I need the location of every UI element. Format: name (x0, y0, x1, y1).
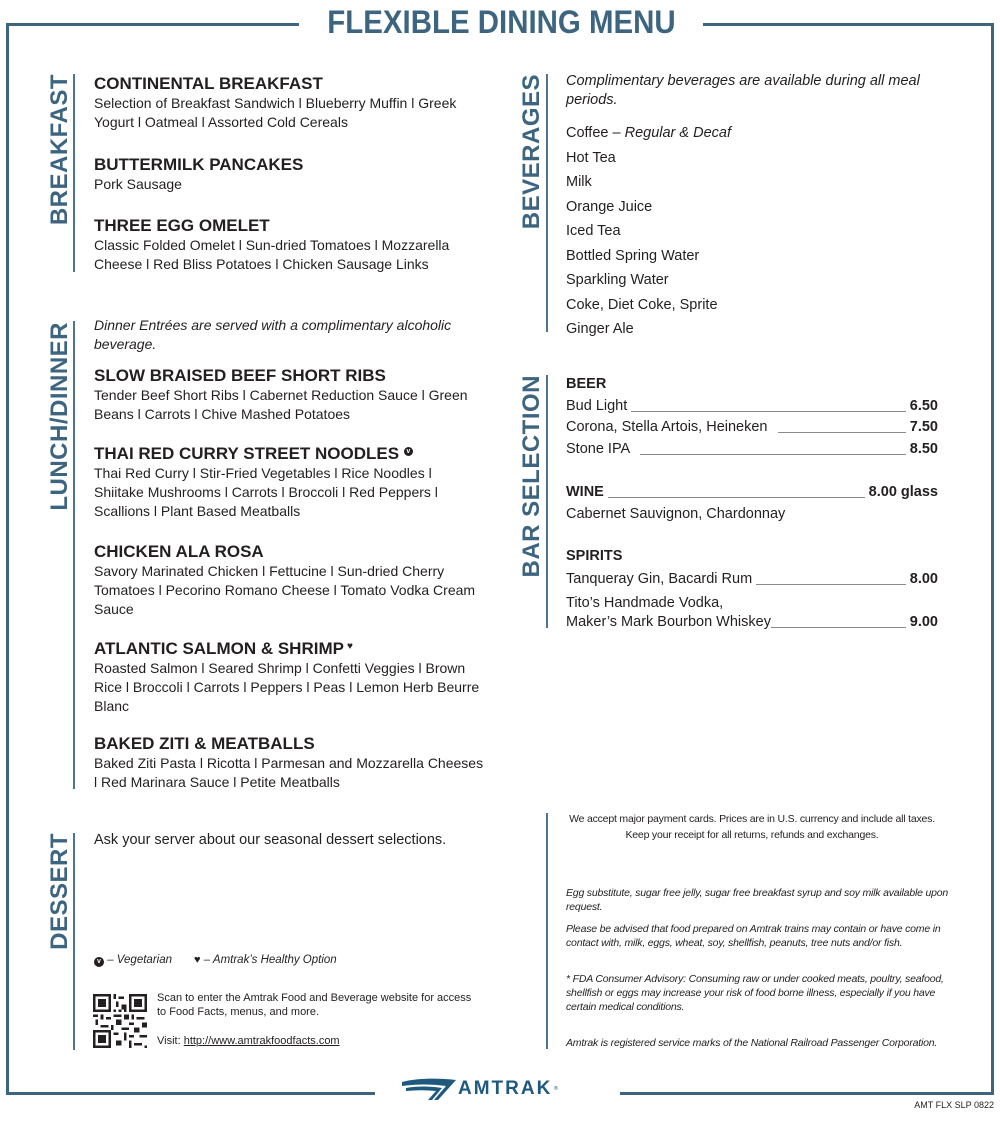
menu-item (94, 215, 484, 274)
vegetarian-icon: v (94, 957, 104, 967)
beverage-item: Orange Juice (566, 198, 653, 215)
beverage-item: Bottled Spring Water (566, 247, 700, 264)
amtrak-swoosh-icon (400, 1078, 456, 1100)
section-divider (73, 321, 75, 789)
receipt-notice: Keep your receipt for all returns, refunds and exchanges. (625, 829, 879, 841)
heart-icon: ♥ (346, 641, 353, 652)
beverage-item: Hot Tea (566, 149, 616, 166)
qr-visit: Visit: http://www.amtrakfoodfacts.com (157, 1035, 340, 1047)
fda-advisory: * FDA Consumer Advisory: Consuming raw or under cooked meats, poultry, seafood, shellfish or eggs may increase your risk of food borne illness, especially if you have certain medical conditions. (566, 973, 944, 1013)
item-title: BUTTERMILK PANCAKES (94, 155, 304, 174)
section-divider (73, 74, 75, 272)
item-title: BAKED ZITI & MEATBALLS (94, 734, 315, 753)
frame-rule (6, 1092, 375, 1095)
price-row: Stone IPA 8.50 (566, 441, 938, 457)
price-row: Bud Light 6.50 (566, 398, 938, 414)
beverage-item: Ginger Ale (566, 321, 634, 337)
frame-rule (6, 23, 299, 26)
item-title: CONTINENTAL BREAKFAST (94, 74, 323, 93)
spirit-name-line: Tito’s Handmade Vodka, (566, 595, 724, 611)
section-divider (546, 74, 548, 332)
beverages-note: Complimentary beverages are available during all meal periods. (566, 73, 920, 108)
item-description: Thai Red Curry l Stir-Fried Vegetables l Rice Noodles l Shiitake Mushrooms l Carrots l Broccoli l Red Peppers l Scallions l Plant Based Meatballs (94, 465, 438, 519)
item-title: THREE EGG OMELET (94, 216, 270, 235)
leader-line (631, 411, 905, 412)
spirits-heading: SPIRITS (566, 548, 623, 564)
item-title: CHICKEN ALA ROSA (94, 542, 264, 561)
legend-vegetarian: v – Vegetarian (94, 954, 172, 967)
beverage-item: Coke, Diet Coke, Sprite (566, 296, 718, 313)
allergen-notice: Please be advised that food prepared on Amtrak trains may contain or have come in contact with, milk, eggs, wheat, soy, shellfish, peanuts, tree nuts and/or fish. (566, 923, 941, 949)
beer-heading: BEER (566, 376, 607, 392)
frame-rule (703, 23, 994, 26)
legend-healthy: ♥ – Amtrak’s Healthy Option (194, 954, 337, 966)
item-title: ATLANTIC SALMON & SHRIMP (94, 639, 344, 658)
heart-icon: ♥ (194, 954, 201, 966)
menu-item (94, 636, 484, 716)
item-description: Roasted Salmon l Seared Shrimp l Confetti Veggies l Brown Rice l Broccoli l Carrots l Peppers l Peas l Lemon Herb Beurre Blanc (94, 660, 480, 714)
substitutes-notice: Egg substitute, sugar free jelly, sugar free breakfast syrup and soy milk available upon request. (566, 887, 949, 913)
item-title: SLOW BRAISED BEEF SHORT RIBS (94, 366, 386, 385)
menu-item (94, 365, 484, 424)
beverage-item: Sparkling Water (566, 272, 669, 288)
beverage-list (566, 121, 731, 342)
legend (94, 954, 337, 967)
trademark-notice: Amtrak is registered service marks of the National Railroad Passenger Corporation. (566, 1037, 938, 1049)
beverage-item: Milk (566, 174, 592, 190)
section-divider (73, 833, 75, 1050)
amtrak-logo: AMTRAK ® (400, 1078, 558, 1100)
menu-item (94, 541, 484, 619)
item-description: Baked Ziti Pasta l Ricotta l Parmesan and Mozzarella Cheeses l Red Marinara Sauce l Petite Meatballs (94, 755, 484, 790)
leader-line (771, 627, 906, 628)
leader-line (640, 454, 906, 455)
beverage-item: Coffee – Regular & Decaf (566, 125, 731, 141)
foodfacts-link[interactable]: http://www.amtrakfoodfacts.com (183, 1035, 340, 1047)
vegetarian-icon: v (404, 447, 413, 456)
qr-description: Scan to enter the Amtrak Food and Beverage website for access to Food Facts, menus, and more. (157, 992, 472, 1018)
price-row: Tanqueray Gin, Bacardi Rum 8.00 (566, 571, 938, 587)
item-description: Tender Beef Short Ribs l Cabernet Reduction Sauce l Green Beans l Carrots l Chive Mashed Potatoes (94, 387, 468, 422)
item-description: Selection of Breakfast Sandwich l Blueberry Muffin l Greek Yogurt l Oatmeal l Assorted Cold Cereals (94, 95, 457, 130)
item-description: Pork Sausage (94, 176, 182, 192)
leader-line (778, 432, 906, 433)
price-row: Maker’s Mark Bourbon Whiskey 9.00 (566, 614, 938, 630)
dinner-note: Dinner Entrées are served with a complimentary alcoholic beverage. (94, 317, 452, 352)
print-code: AMT FLX SLP 0822 (914, 1100, 994, 1110)
wine-varieties: Cabernet Sauvignon, Chardonnay (566, 506, 786, 522)
dessert-text: Ask your server about our seasonal dessert selections. (94, 832, 447, 848)
qr-code[interactable] (93, 994, 147, 1048)
price-row: Corona, Stella Artois, Heineken 7.50 (566, 419, 938, 435)
menu-item (94, 443, 484, 521)
beverage-item: Iced Tea (566, 223, 621, 239)
menu-item (94, 73, 484, 132)
price-row: WINE 8.00 glass (566, 484, 938, 500)
frame-rule (620, 1092, 994, 1095)
item-title: THAI RED CURRY STREET NOODLES (94, 444, 400, 463)
page-title: FLEXIBLE DINING MENU (327, 4, 676, 40)
item-description: Savory Marinated Chicken l Fettucine l Sun-dried Cherry Tomatoes l Pecorino Romano Cheese l Tomato Vodka Cream Sauce (94, 563, 476, 617)
payment-notice: We accept major payment cards. Prices are in U.S. currency and include all taxes. (569, 813, 935, 825)
section-divider (546, 375, 548, 628)
menu-item (94, 154, 484, 194)
leader-line (756, 584, 906, 585)
leader-line (608, 497, 865, 498)
menu-item (94, 733, 484, 792)
item-description: Classic Folded Omelet l Sun-dried Tomatoes l Mozzarella Cheese l Red Bliss Potatoes l Chicken Sausage Links (94, 237, 450, 272)
section-divider (546, 813, 548, 1049)
